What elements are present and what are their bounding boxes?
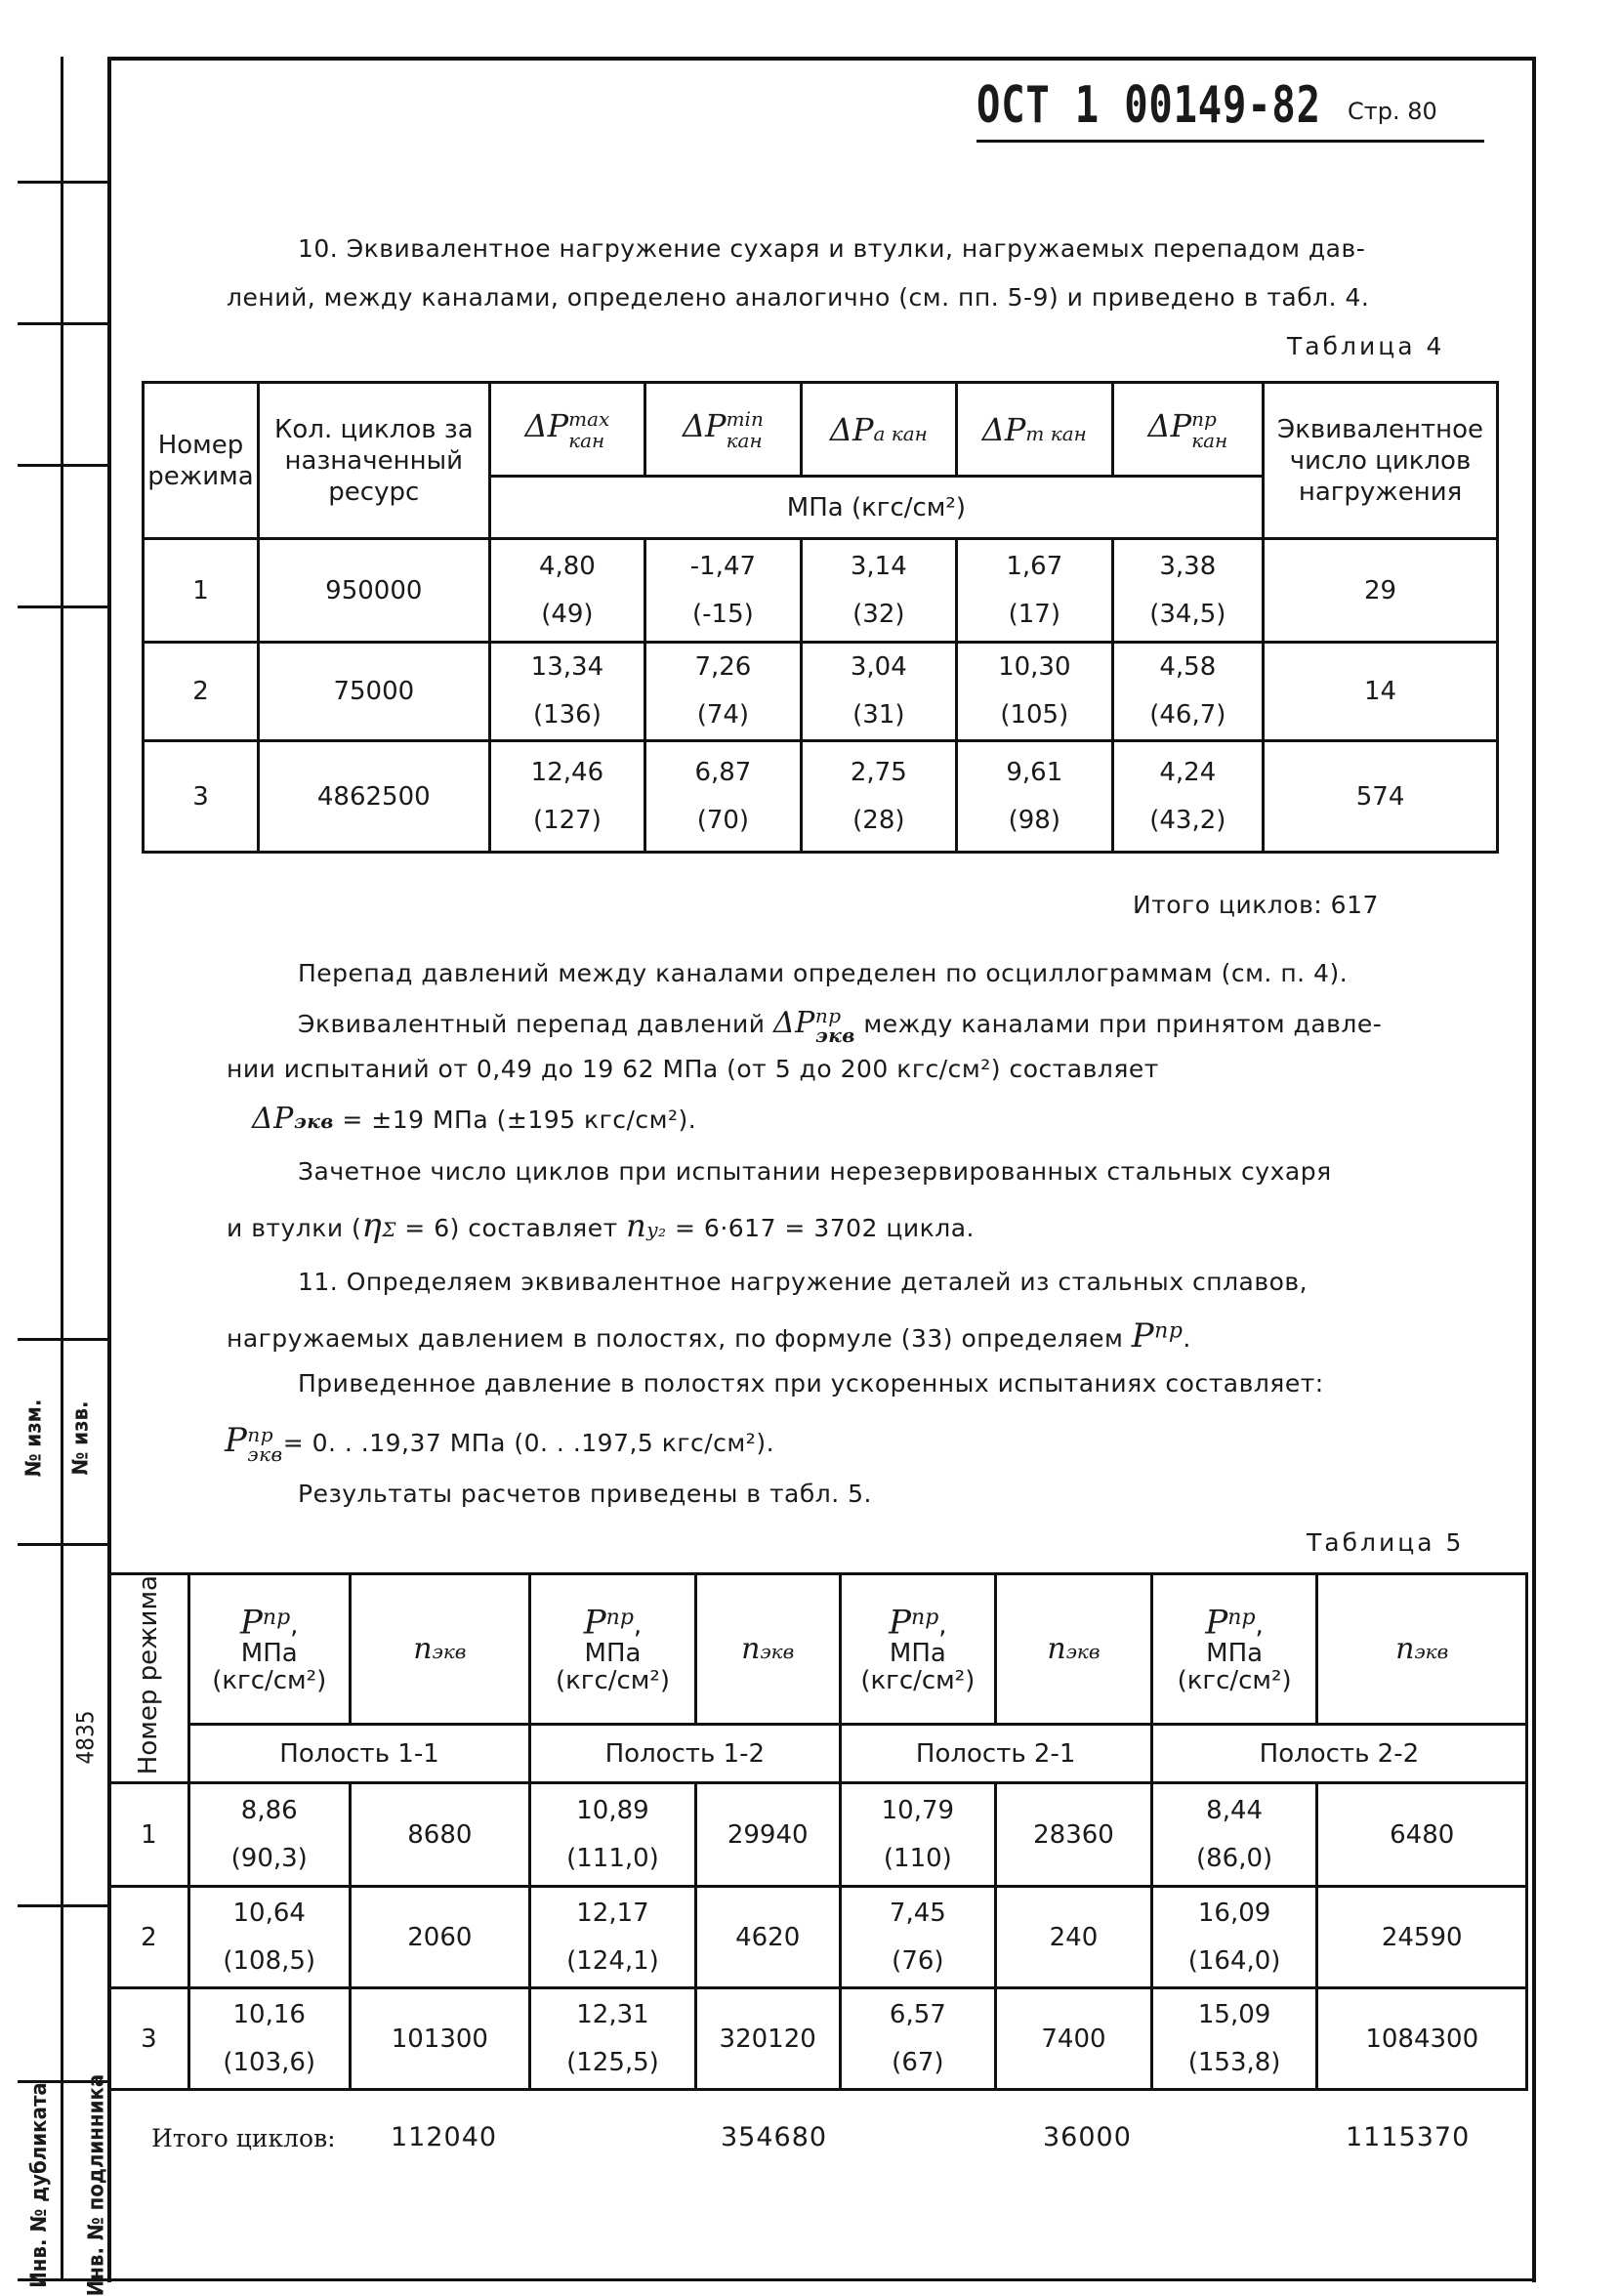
notice-no-label: № изв. bbox=[68, 1400, 94, 1476]
table-4 bbox=[142, 381, 1499, 854]
page-number: Стр. 80 bbox=[1348, 98, 1437, 125]
table-5-total-1-2: 354680 bbox=[721, 2122, 828, 2152]
body-line-4: ΔPэкв = ±19 МПа (±195 кгс/см²). bbox=[252, 1102, 697, 1136]
table-row bbox=[109, 1988, 1527, 2090]
margin-rule bbox=[18, 1543, 107, 1546]
t5-header-mode: Номер режима bbox=[109, 1574, 189, 1783]
t5-cell-p: 10,16 (103,6) bbox=[188, 1988, 350, 2090]
t5-cell-n: 1084300 bbox=[1317, 1988, 1527, 2090]
t4-cell-m: 1,67 (17) bbox=[957, 539, 1113, 643]
t4-cell-a: 3,04 (31) bbox=[801, 643, 956, 741]
margin-rule bbox=[18, 1904, 107, 1907]
t5-header-n: nэкв bbox=[350, 1574, 530, 1725]
t4-header-dp-pr: ΔP пр кан bbox=[1112, 383, 1264, 477]
table-row bbox=[144, 741, 1498, 853]
t5-header-n: nэкв bbox=[695, 1574, 840, 1725]
stamp-number: 4835 bbox=[71, 1710, 100, 1765]
margin-rule bbox=[18, 464, 107, 467]
table-5-total-1-1: 112040 bbox=[391, 2122, 498, 2152]
table-4-total: Итого циклов: 617 bbox=[1133, 891, 1379, 919]
body-line-3: нии испытаний от 0,49 до 19 62 МПа (от 5 до 200 кгс/см²) составляет bbox=[227, 1055, 1159, 1083]
t5-cavity-2-2: Полость 2-2 bbox=[1151, 1725, 1526, 1783]
t4-cell-eq: 574 bbox=[1264, 741, 1498, 853]
t5-header-n: nэкв bbox=[1317, 1574, 1527, 1725]
t5-header-n: nэкв bbox=[996, 1574, 1152, 1725]
t4-cell-mode: 3 bbox=[144, 741, 259, 853]
t4-cell-a: 2,75 (28) bbox=[801, 741, 956, 853]
t5-cell-p: 10,79 (110) bbox=[840, 1783, 996, 1887]
t5-header-p: $P^{пр}$, МПа (кгс/см²) bbox=[840, 1574, 996, 1725]
margin-rule bbox=[18, 322, 107, 325]
table-4-caption: Таблица 4 bbox=[1287, 332, 1445, 360]
t5-cavity-1-1: Полость 1-1 bbox=[188, 1725, 529, 1783]
margin-rule bbox=[18, 1338, 107, 1341]
t5-cell-p: 10,89 (111,0) bbox=[530, 1783, 696, 1887]
t5-cell-n: 6480 bbox=[1317, 1783, 1527, 1887]
body-line-1: Перепад давлений между каналами определен по осциллограммам (см. п. 4). bbox=[298, 959, 1349, 987]
t5-cell-mode: 1 bbox=[109, 1783, 189, 1887]
t4-cell-cycles: 4862500 bbox=[258, 741, 489, 853]
table-row bbox=[109, 1887, 1527, 1988]
t4-header-mode: Номер режима bbox=[144, 383, 259, 539]
t5-cell-n: 24590 bbox=[1317, 1887, 1527, 1988]
body-line-5: Зачетное число циклов при испытании нерезервированных стальных сухаря bbox=[298, 1157, 1332, 1186]
t4-header-equiv: Эквивалентное число циклов нагружения bbox=[1264, 383, 1498, 539]
bottom-rule bbox=[20, 2278, 1532, 2281]
t4-header-dp-a: ΔPa кан bbox=[801, 383, 956, 477]
body-line-6: и втулки (ηΣ = 6) составляет ny₂ = 6·617 = 3702 цикла. bbox=[227, 1206, 975, 1245]
t4-cell-pr: 4,24 (43,2) bbox=[1112, 741, 1264, 853]
t4-cell-pr: 4,58 (46,7) bbox=[1112, 643, 1264, 741]
t4-header-dp-min: ΔP min кан bbox=[645, 383, 801, 477]
t5-cell-n: 320120 bbox=[695, 1988, 840, 2090]
t5-cell-mode: 3 bbox=[109, 1988, 189, 2090]
paragraph-11-line3: Приведенное давление в полостях при ускоренных испытаниях составляет: bbox=[298, 1369, 1324, 1398]
t5-cell-p: 10,64 (108,5) bbox=[188, 1887, 350, 1988]
table-5-total-label: Итого циклов: bbox=[151, 2124, 336, 2152]
t5-cell-n: 2060 bbox=[350, 1887, 530, 1988]
t4-cell-eq: 29 bbox=[1264, 539, 1498, 643]
t4-header-cycles: Кол. циклов за назначенный ресурс bbox=[258, 383, 489, 539]
margin-column-divider bbox=[61, 57, 63, 2278]
t5-header-p: $P^{пр}$, МПа (кгс/см²) bbox=[1151, 1574, 1317, 1725]
duplicate-inv-label: Инв. № дубликата bbox=[26, 2082, 52, 2288]
paragraph-10-line1: 10. Эквивалентное нагружение сухаря и втулки, нагружаемых перепадом дав- bbox=[298, 234, 1366, 263]
t5-cell-p: 8,44 (86,0) bbox=[1151, 1783, 1317, 1887]
table-row bbox=[109, 1783, 1527, 1887]
t4-cell-max: 4,80 (49) bbox=[489, 539, 645, 643]
t4-cell-max: 12,46 (127) bbox=[489, 741, 645, 853]
t5-cell-p: 15,09 (153,8) bbox=[1151, 1988, 1317, 2090]
t4-cell-m: 10,30 (105) bbox=[957, 643, 1113, 741]
t5-cell-p: 12,31 (125,5) bbox=[530, 1988, 696, 2090]
t5-cell-p: 6,57 (67) bbox=[840, 1988, 996, 2090]
t5-cell-n: 240 bbox=[996, 1887, 1152, 1988]
t5-cell-p: 16,09 (164,0) bbox=[1151, 1887, 1317, 1988]
t4-cell-eq: 14 bbox=[1264, 643, 1498, 741]
t5-cavity-2-1: Полость 2-1 bbox=[840, 1725, 1151, 1783]
paragraph-11-line5: Результаты расчетов приведены в табл. 5. bbox=[298, 1480, 872, 1508]
t5-cell-p: 7,45 (76) bbox=[840, 1887, 996, 1988]
t5-cell-n: 7400 bbox=[996, 1988, 1152, 2090]
t5-cell-p: 12,17 (124,1) bbox=[530, 1887, 696, 1988]
t5-cavity-1-2: Полость 1-2 bbox=[530, 1725, 840, 1783]
t5-cell-n: 29940 bbox=[695, 1783, 840, 1887]
document-id: ОСТ 1 00149-82 bbox=[976, 76, 1321, 135]
paragraph-11-line2: нагружаемых давлением в полостях, по формуле (33) определяем Pпр. bbox=[227, 1316, 1191, 1356]
t4-cell-cycles: 950000 bbox=[258, 539, 489, 643]
paragraph-10-line2: лений, между каналами, определено аналогично (см. пп. 5-9) и приведено в табл. 4. bbox=[227, 283, 1370, 312]
original-inv-label: Инв. № подлинника bbox=[84, 2073, 109, 2296]
table-5-total-2-1: 36000 bbox=[1043, 2122, 1132, 2152]
margin-rule bbox=[18, 605, 107, 608]
t5-cell-n: 8680 bbox=[350, 1783, 530, 1887]
t4-cell-mode: 1 bbox=[144, 539, 259, 643]
body-line-2: Эквивалентный перепад давлений ΔP пр экв между каналами при принятом давле- bbox=[298, 1004, 1383, 1047]
t4-cell-a: 3,14 (32) bbox=[801, 539, 956, 643]
t4-cell-max: 13,34 (136) bbox=[489, 643, 645, 741]
t5-cell-n: 28360 bbox=[996, 1783, 1152, 1887]
t5-cell-p: 8,86 (90,3) bbox=[188, 1783, 350, 1887]
t5-cell-n: 101300 bbox=[350, 1988, 530, 2090]
t5-cell-mode: 2 bbox=[109, 1887, 189, 1988]
t4-header-dp-max: ΔP max кан bbox=[489, 383, 645, 477]
t4-cell-cycles: 75000 bbox=[258, 643, 489, 741]
t5-header-p: $P^{пр}$, МПа (кгс/см²) bbox=[188, 1574, 350, 1725]
t4-cell-min: 6,87 (70) bbox=[645, 741, 801, 853]
t4-cell-pr: 3,38 (34,5) bbox=[1112, 539, 1264, 643]
paragraph-11-line4: P пр экв = 0. . .19,37 МПа (0. . .197,5 кгс/см²). bbox=[225, 1421, 775, 1466]
table-row bbox=[144, 539, 1498, 643]
table-5-caption: Таблица 5 bbox=[1307, 1528, 1465, 1557]
t5-cell-n: 4620 bbox=[695, 1887, 840, 1988]
t4-cell-min: 7,26 (74) bbox=[645, 643, 801, 741]
t4-cell-m: 9,61 (98) bbox=[957, 741, 1113, 853]
t4-header-dp-m: ΔPm кан bbox=[957, 383, 1113, 477]
paragraph-11-line1: 11. Определяем эквивалентное нагружение деталей из стальных сплавов, bbox=[298, 1268, 1308, 1296]
header-rule bbox=[976, 140, 1484, 143]
table-5-total-2-2: 1115370 bbox=[1346, 2122, 1471, 2152]
t4-cell-min: -1,47 (-15) bbox=[645, 539, 801, 643]
change-no-label: № изм. bbox=[21, 1398, 47, 1478]
margin-rule bbox=[18, 181, 107, 184]
t5-header-p: $P^{пр}$, МПа (кгс/см²) bbox=[530, 1574, 696, 1725]
table-row bbox=[144, 643, 1498, 741]
t4-header-units: МПа (кгс/см²) bbox=[489, 477, 1263, 539]
t4-cell-mode: 2 bbox=[144, 643, 259, 741]
table-5 bbox=[107, 1572, 1528, 2091]
